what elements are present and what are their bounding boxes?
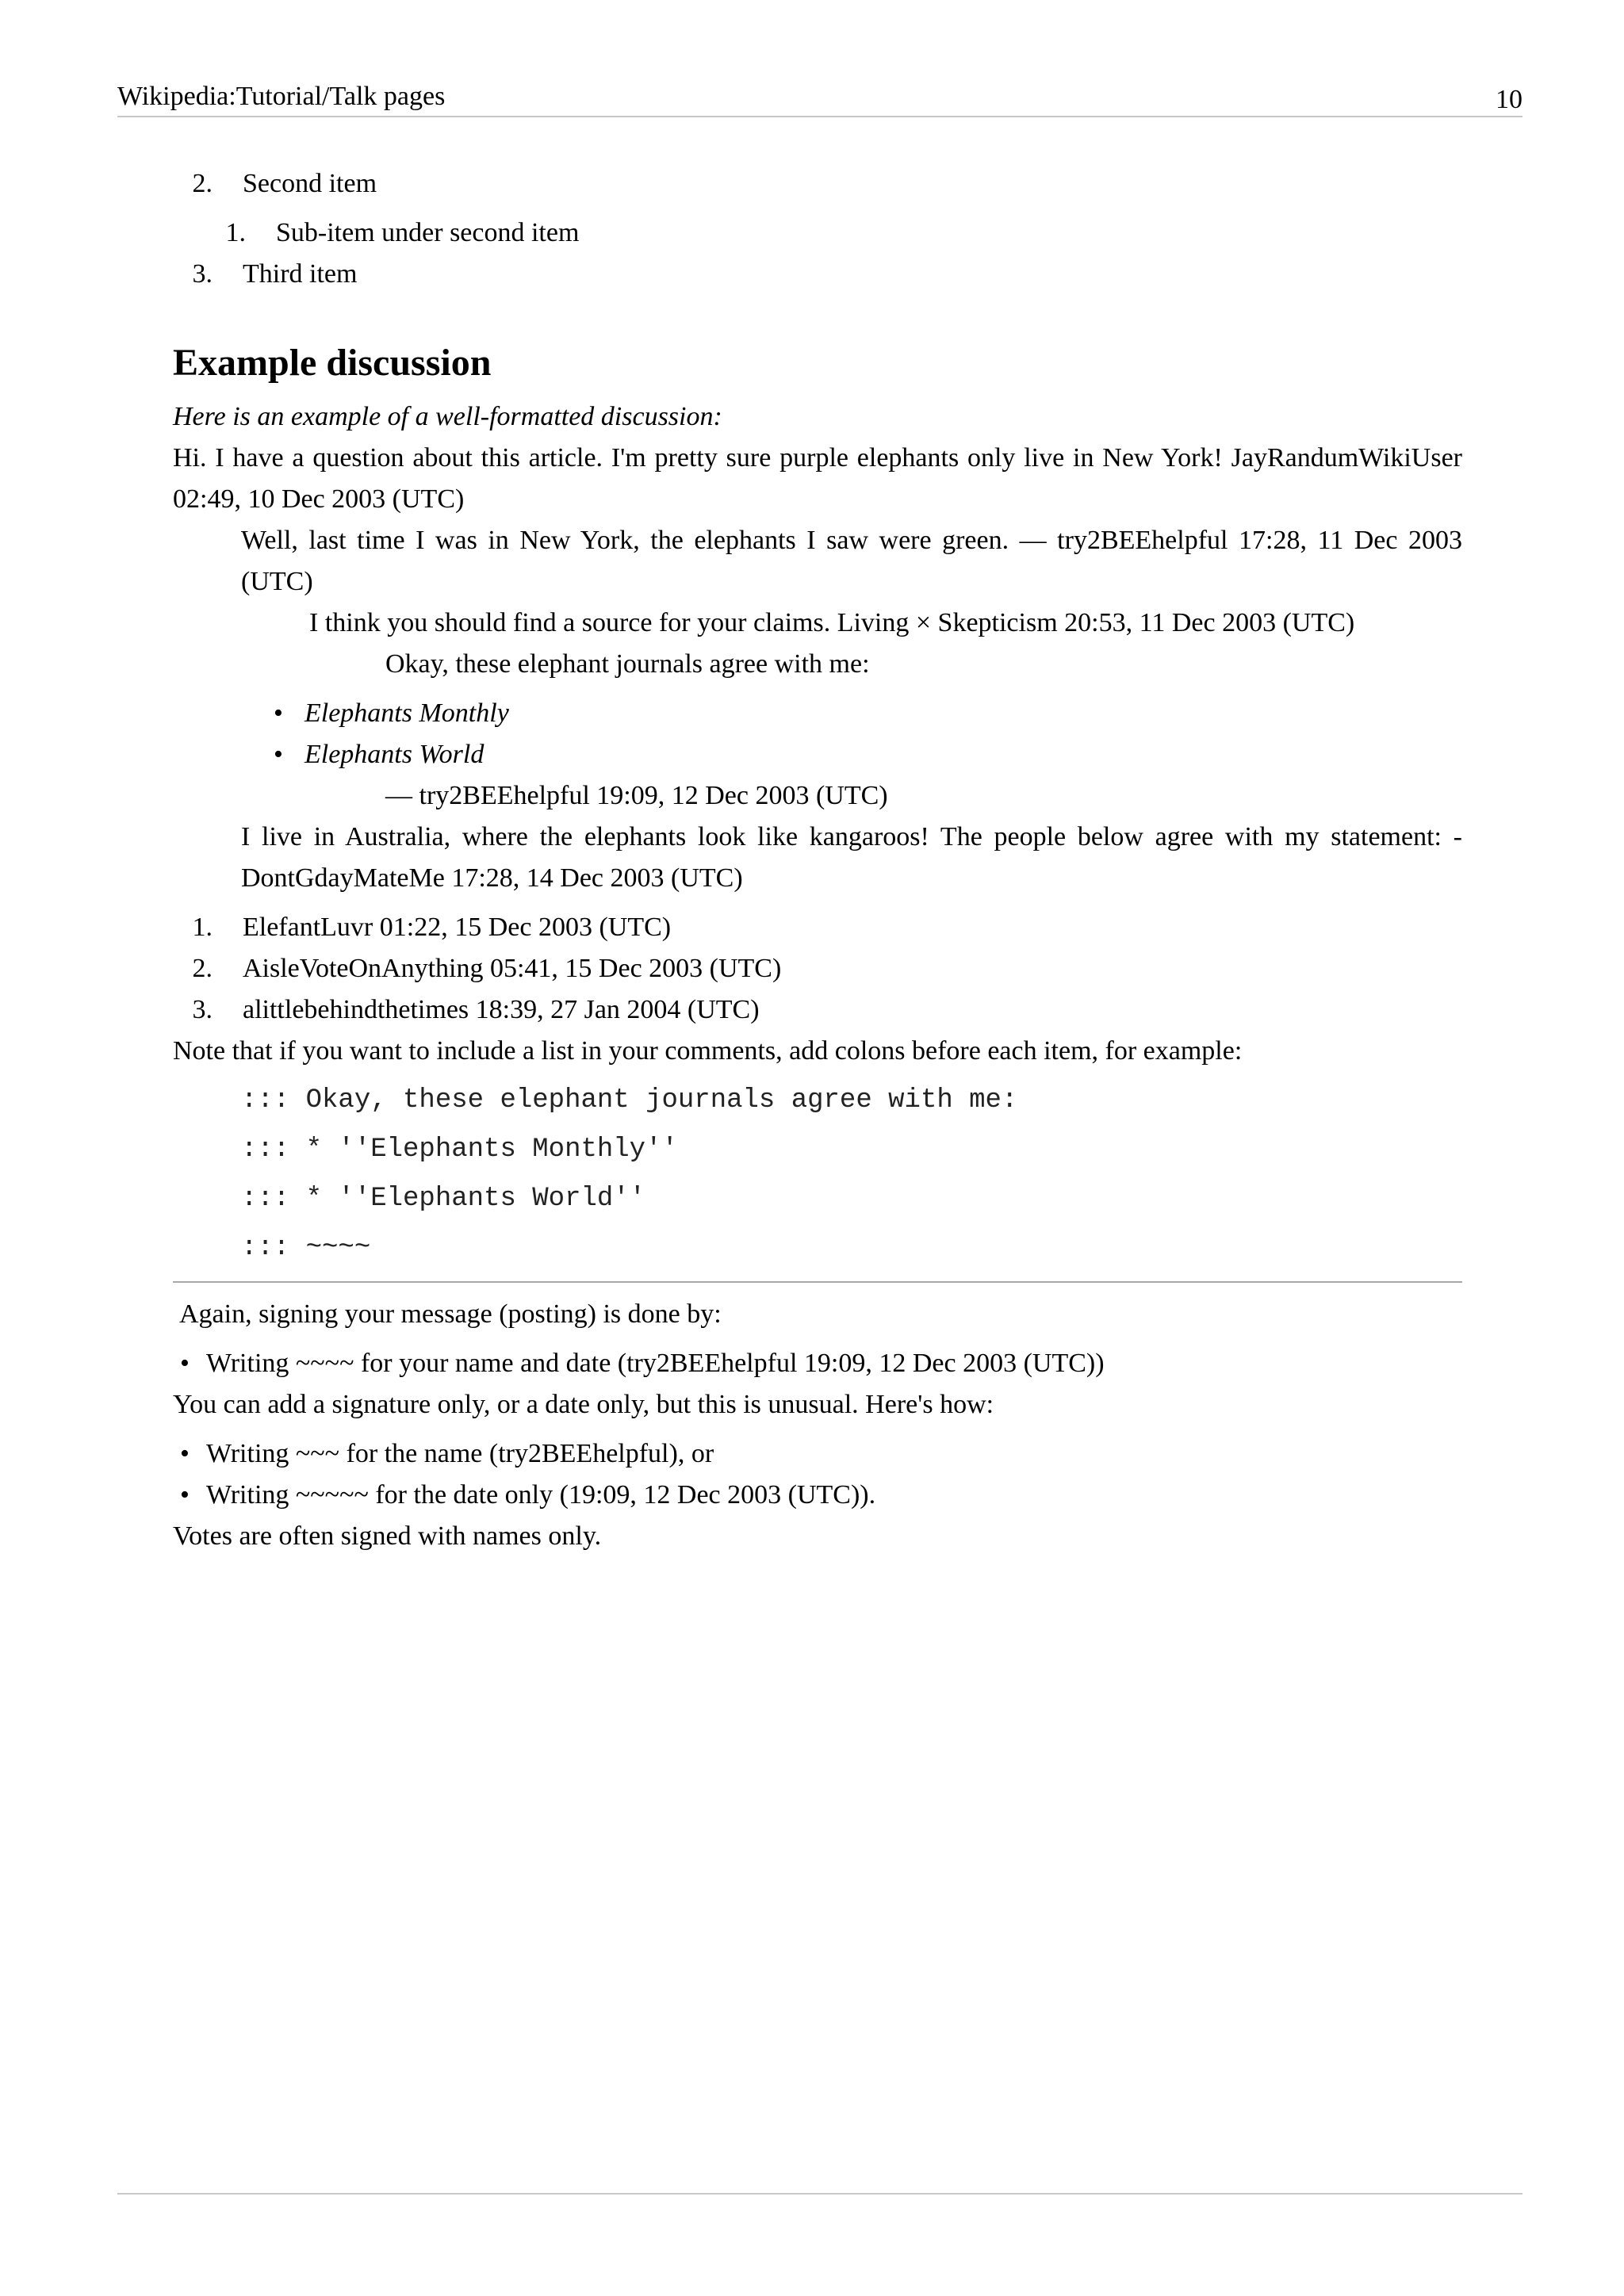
- votes-note: Votes are often signed with names only.: [173, 1521, 602, 1551]
- comment-1: Hi. I have a question about this article. I'm pretty sure purple elephants only live in New York! JayRandumWikiUser 02:49, 10 Dec 2003 (UTC): [173, 443, 1462, 514]
- bullet-icon: •: [180, 1349, 190, 1378]
- comment-2: Well, last time I was in New York, the elephants I saw were green. — try2BEEhelpful 17:28, 11 Dec 2003 (UTC): [241, 526, 1462, 596]
- list-item: 3. Third item: [192, 259, 358, 289]
- header-divider: [117, 116, 1522, 117]
- code-line: ::: * ''Elephants World'': [241, 1184, 646, 1214]
- page-content: [173, 163, 1462, 1557]
- section-heading: Example discussion: [173, 342, 492, 384]
- list-item: • Writing ~~~~~ for the date only (19:09, 12 Dec 2003 (UTC)).: [173, 1475, 1462, 1516]
- page-number: 10: [1496, 85, 1522, 114]
- add-signature-text: You can add a signature only, or a date only, but this is unusual. Here's how:: [173, 1390, 994, 1419]
- comment-4-signature: — try2BEEhelpful 19:09, 12 Dec 2003 (UTC): [385, 781, 888, 810]
- horizontal-divider: [173, 1281, 1462, 1283]
- list-item: • Writing ~~~~ for your name and date (try2BEEhelpful 19:09, 12 Dec 2003 (UTC)): [173, 1343, 1462, 1384]
- list-item: 1. ElefantLuvr 01:22, 15 Dec 2003 (UTC): [192, 913, 672, 942]
- vote-list: [173, 907, 1462, 1031]
- comment-4: Okay, these elephant journals agree with me:: [385, 649, 870, 679]
- bullet-icon: •: [274, 698, 283, 728]
- signing-list: [173, 1343, 1462, 1384]
- intro-text: Here is an example of a well-formatted discussion:: [173, 402, 722, 431]
- list-item: • Elephants Monthly: [173, 693, 1462, 734]
- signing-text: Again, signing your message (posting) is done by:: [179, 1299, 722, 1329]
- journal-list: [173, 693, 1462, 775]
- list-item: 1. Sub-item under second item: [225, 218, 580, 247]
- code-line: ::: * ''Elephants Monthly'': [241, 1135, 678, 1165]
- list-item: • Elephants World: [173, 734, 1462, 775]
- bullet-icon: •: [180, 1480, 190, 1510]
- comment-3: I think you should find a source for your claims. Living × Skepticism 20:53, 11 Dec 2003 (UTC): [309, 608, 1355, 637]
- bullet-icon: •: [274, 740, 283, 769]
- page-header-title: Wikipedia:Tutorial/Talk pages: [117, 82, 446, 111]
- signature-options-list: [173, 1433, 1462, 1516]
- list-item: 2. AisleVoteOnAnything 05:41, 15 Dec 2003 (UTC): [192, 954, 782, 983]
- bullet-icon: •: [180, 1439, 190, 1468]
- code-line: ::: ~~~~: [241, 1233, 371, 1263]
- list-item: 3. alittlebehindthetimes 18:39, 27 Jan 2004 (UTC): [192, 995, 760, 1024]
- numbered-list: [173, 163, 1462, 205]
- list-item: 2. Second item: [192, 169, 377, 198]
- code-line: ::: Okay, these elephant journals agree with me:: [241, 1085, 1018, 1115]
- footer-divider: [117, 2193, 1522, 2195]
- note-text: Note that if you want to include a list in your comments, add colons before each item, for example:: [173, 1036, 1243, 1066]
- numbered-list: [173, 254, 1462, 295]
- list-item: • Writing ~~~ for the name (try2BEEhelpful), or: [173, 1433, 1462, 1475]
- sub-list: [173, 212, 1462, 254]
- comment-5: I live in Australia, where the elephants look like kangaroos! The people below agree with my statement: -DontGdayMateMe 17:28, 14 Dec 2003 (UTC): [241, 822, 1462, 893]
